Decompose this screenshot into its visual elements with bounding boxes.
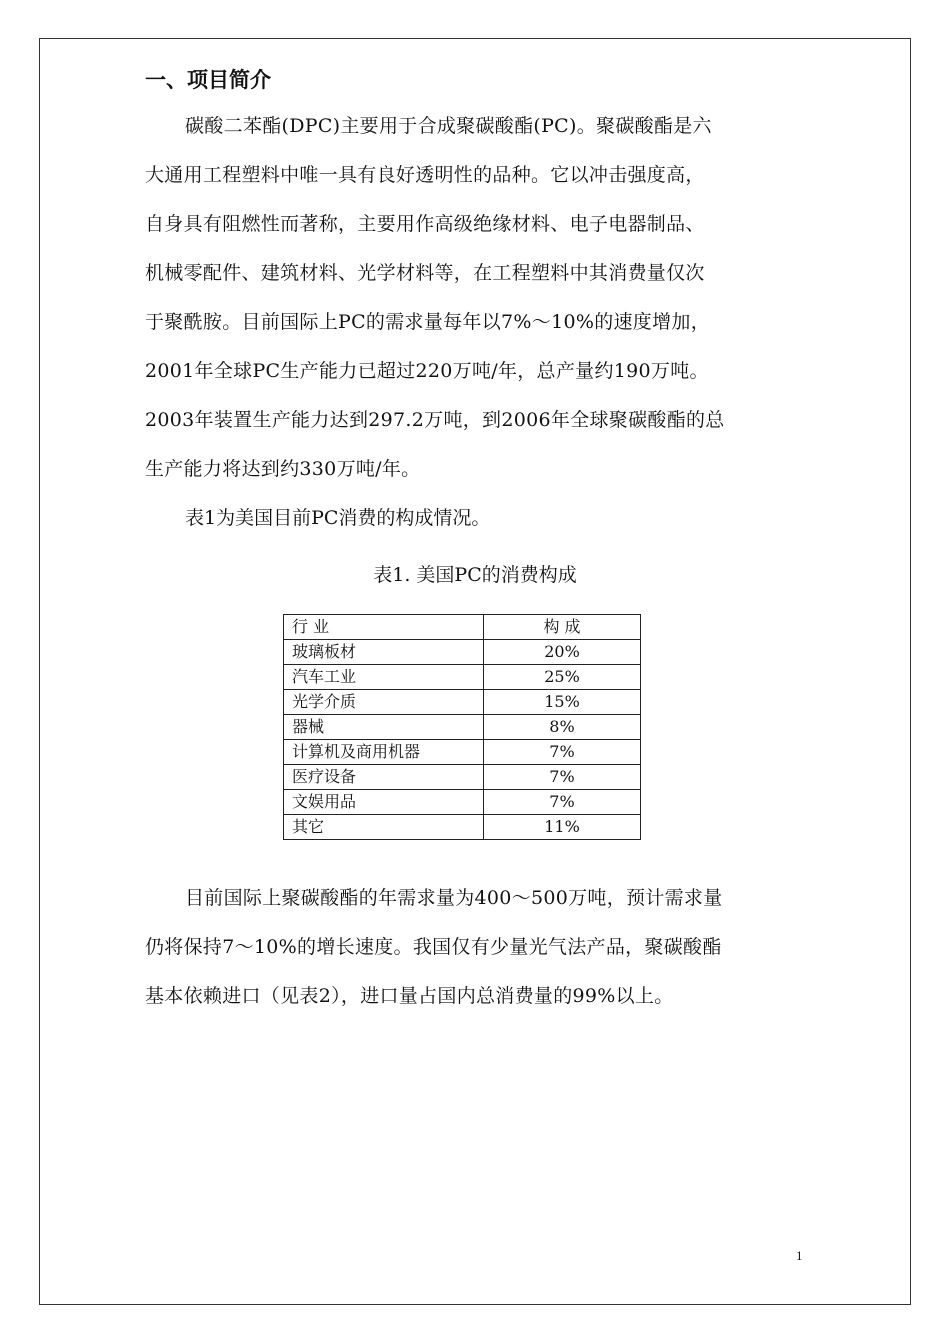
table-row [284,815,641,840]
closing-line: 仍将保持7～10%的增长速度。我国仅有少量光气法产品，聚碳酸酯 [145,936,722,958]
intro-line: 生产能力将达到约330万吨/年。 [145,458,421,480]
consumption-table [283,614,641,840]
share-cell: 15% [484,690,641,715]
table-row [284,790,641,815]
intro-line: 2003年装置生产能力达到297.2万吨，到2006年全球聚碳酸酯的总 [145,409,725,431]
closing-line: 目前国际上聚碳酸酯的年需求量为400～500万吨，预计需求量 [185,887,723,909]
share-cell: 25% [484,665,641,690]
share-cell: 7% [484,790,641,815]
page-number: 1 [796,1248,803,1263]
industry-cell: 其它 [284,815,484,840]
table-row [284,715,641,740]
intro-line: 自身具有阻燃性而著称，主要用作高级绝缘材料、电子电器制品、 [145,213,705,235]
share-cell: 8% [484,715,641,740]
table-row [284,765,641,790]
intro-paragraph [145,102,825,494]
share-cell: 7% [484,740,641,765]
table-row [284,665,641,690]
table-row [284,690,641,715]
intro-line: 机械零配件、建筑材料、光学材料等，在工程塑料中其消费量仅次 [145,262,705,284]
header-share: 构 成 [484,615,641,640]
table-reference: 表1为美国目前PC消费的构成情况。 [185,507,491,529]
share-cell: 11% [484,815,641,840]
table-row [284,640,641,665]
table-header-row [284,615,641,640]
closing-line: 基本依赖进口（见表2），进口量占国内总消费量的99%以上。 [145,985,674,1007]
industry-cell: 光学介质 [284,690,484,715]
industry-cell: 器械 [284,715,484,740]
industry-cell: 计算机及商用机器 [284,740,484,765]
document-body [145,62,825,1021]
intro-line: 大通用工程塑料中唯一具有良好透明性的品种。它以冲击强度高， [145,164,705,186]
share-cell: 7% [484,765,641,790]
intro-line: 2001年全球PC生产能力已超过220万吨/年，总产量约190万吨。 [145,360,709,382]
industry-cell: 玻璃板材 [284,640,484,665]
table-caption: 表1. 美国PC的消费构成 [373,564,577,586]
table-row [284,740,641,765]
industry-cell: 汽车工业 [284,665,484,690]
share-cell: 20% [484,640,641,665]
intro-line: 于聚酰胺。目前国际上PC的需求量每年以7%～10%的速度增加， [145,311,710,333]
closing-paragraph [145,874,825,1021]
section-heading: 一、项目简介 [145,68,271,92]
intro-line: 碳酸二苯酯(DPC)主要用于合成聚碳酸酯(PC)。聚碳酸酯是六 [185,115,712,137]
header-industry: 行 业 [284,615,484,640]
industry-cell: 医疗设备 [284,765,484,790]
industry-cell: 文娱用品 [284,790,484,815]
